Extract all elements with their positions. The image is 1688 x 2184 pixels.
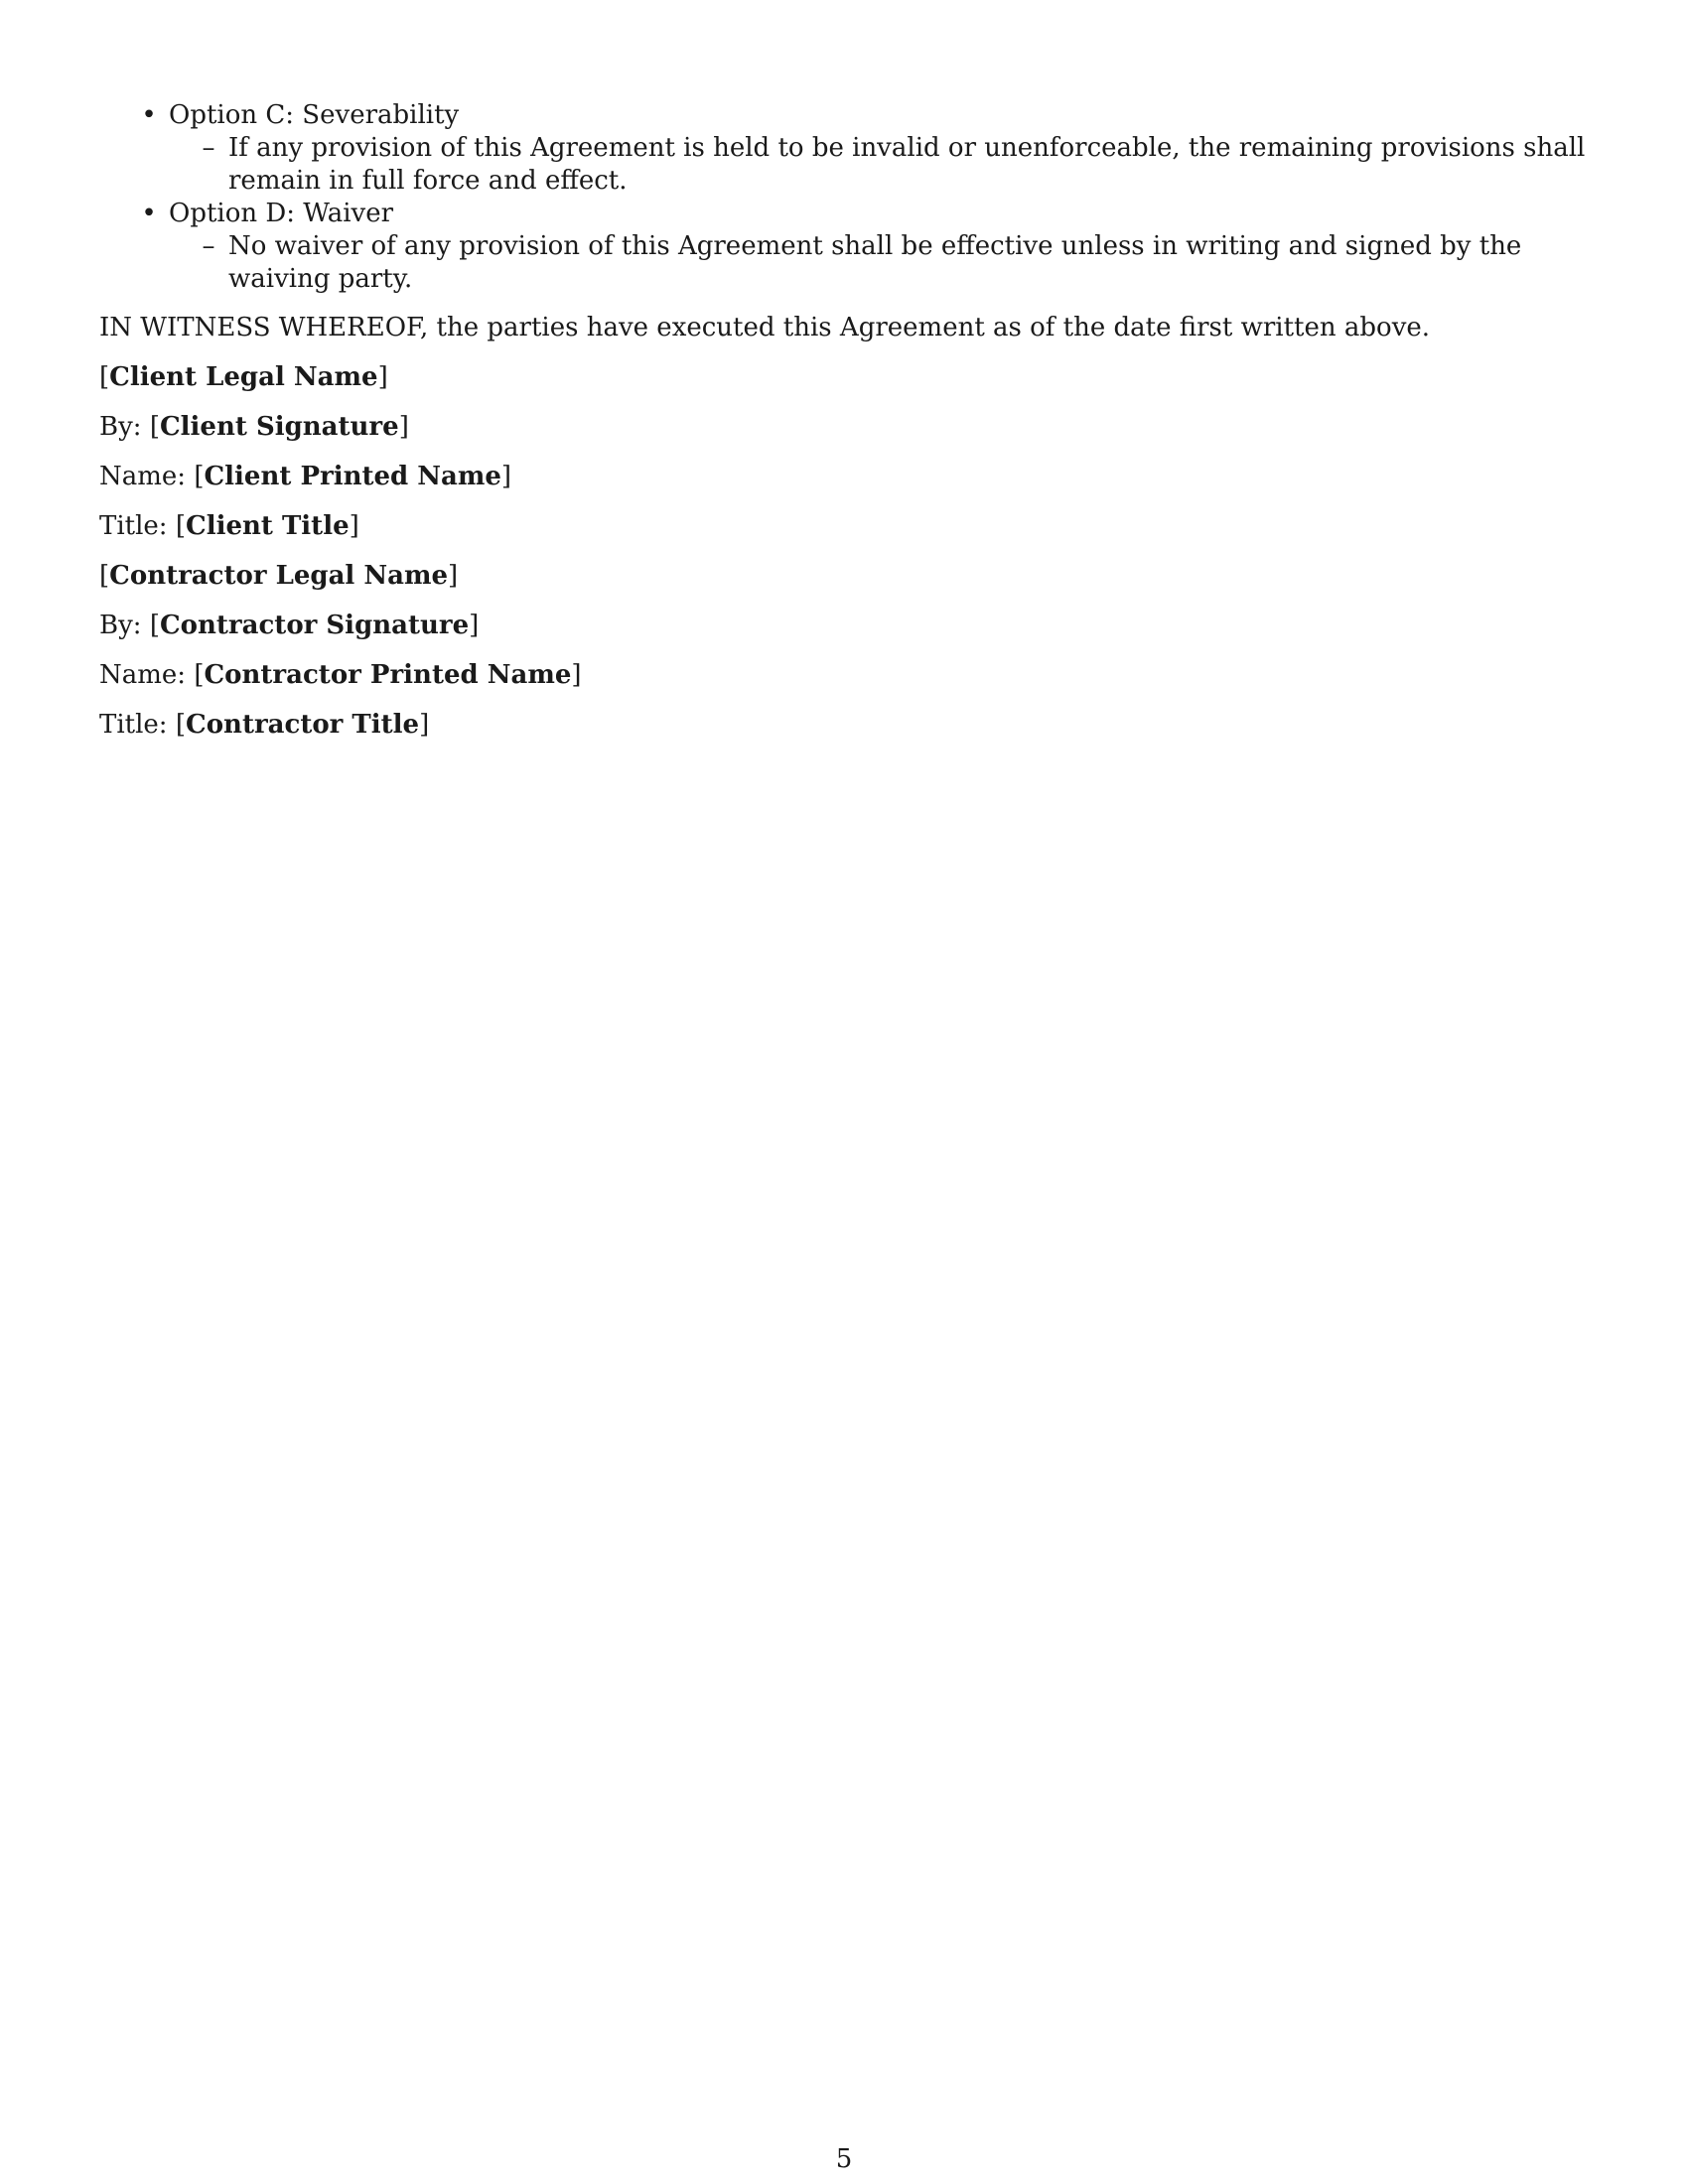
contractor-name-line: Name: [Contractor Printed Name] bbox=[99, 660, 582, 690]
contractor-by-line: By: [Contractor Signature] bbox=[99, 611, 480, 640]
contractor-legal-name-value: Contractor Legal Name bbox=[109, 561, 449, 591]
page-number: 5 bbox=[835, 2144, 853, 2174]
client-signature-value: Client Signature bbox=[159, 412, 399, 442]
page-content bbox=[99, 99, 1599, 742]
client-title-value: Client Title bbox=[186, 511, 350, 541]
option-details bbox=[169, 132, 1599, 198]
client-by-line: By: [Client Signature] bbox=[99, 412, 409, 442]
client-name-line: Name: [Client Printed Name] bbox=[99, 462, 512, 491]
dash-icon: – bbox=[202, 133, 215, 163]
list-item bbox=[169, 132, 1599, 198]
contractor-title-value: Contractor Title bbox=[186, 710, 420, 740]
options-list bbox=[99, 99, 1599, 296]
by-label: By: bbox=[99, 412, 142, 442]
list-item bbox=[169, 230, 1599, 296]
option-title: Option C: Severability bbox=[169, 100, 460, 130]
dash-icon: – bbox=[202, 231, 215, 261]
contractor-printed-name-value: Contractor Printed Name bbox=[204, 660, 572, 690]
name-label: Name: bbox=[99, 660, 187, 690]
client-printed-name-value: Client Printed Name bbox=[204, 462, 501, 491]
option-detail-text: If any provision of this Agreement is held to be invalid or unenforceable, the remaining provisions shall remain in full force and effect. bbox=[228, 133, 1586, 196]
contractor-legal-name: [Contractor Legal Name] bbox=[99, 561, 459, 591]
client-title-line: Title: [Client Title] bbox=[99, 511, 359, 541]
title-label: Title: bbox=[99, 511, 168, 541]
name-label: Name: bbox=[99, 462, 187, 491]
by-label: By: bbox=[99, 611, 142, 640]
option-detail-text: No waiver of any provision of this Agreement shall be effective unless in writing and signed by the waiving party. bbox=[228, 231, 1522, 294]
contractor-title-line: Title: [Contractor Title] bbox=[99, 710, 430, 740]
bullet-icon: • bbox=[141, 199, 157, 228]
list-item bbox=[99, 198, 1599, 296]
contractor-signature-value: Contractor Signature bbox=[159, 611, 470, 640]
bullet-icon: • bbox=[141, 100, 157, 130]
title-label: Title: bbox=[99, 710, 168, 740]
client-legal-name: [Client Legal Name] bbox=[99, 362, 388, 392]
option-title: Option D: Waiver bbox=[169, 199, 394, 228]
list-item bbox=[99, 99, 1599, 198]
option-details bbox=[169, 230, 1599, 296]
witness-statement: IN WITNESS WHEREOF, the parties have executed this Agreement as of the date first written above. bbox=[99, 313, 1431, 342]
client-legal-name-value: Client Legal Name bbox=[109, 362, 378, 392]
